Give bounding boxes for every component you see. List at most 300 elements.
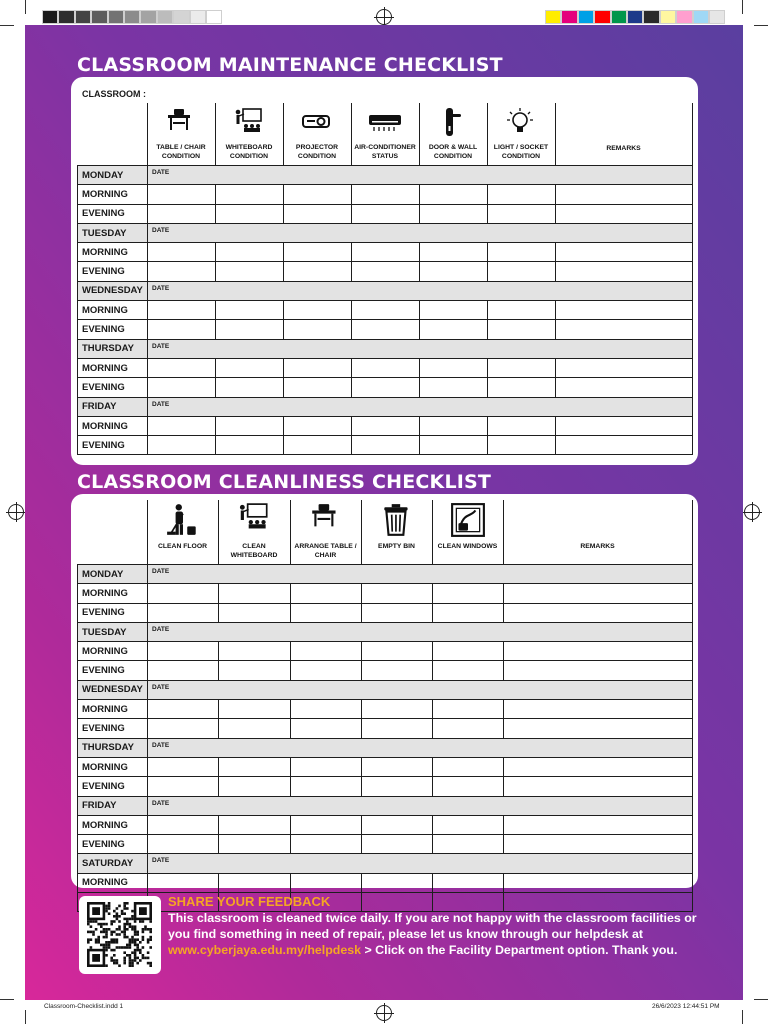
column-icon-wrapper: [164, 107, 198, 142]
slot-row: [78, 777, 693, 796]
slot-row: [78, 301, 693, 320]
column-divider: [692, 500, 693, 564]
checklist-cell[interactable]: [291, 719, 362, 738]
color-swatch: [594, 10, 610, 24]
checklist-cell[interactable]: [433, 835, 504, 854]
date-field[interactable]: DATE: [148, 796, 693, 815]
checklist-cell[interactable]: [488, 301, 556, 320]
checklist-cell[interactable]: [556, 416, 693, 435]
checklist-cell[interactable]: [504, 642, 693, 661]
checklist-cell[interactable]: [148, 185, 216, 204]
checklist-cell[interactable]: [433, 603, 504, 622]
checklist-cell[interactable]: [219, 815, 291, 834]
checklist-cell[interactable]: [284, 204, 352, 223]
column-icon-wrapper: [504, 107, 538, 142]
date-field[interactable]: DATE: [148, 854, 693, 873]
checklist-cell[interactable]: [352, 436, 420, 455]
checklist-cell[interactable]: [148, 642, 219, 661]
slot-label: MORNING: [78, 873, 148, 892]
checklist-cell[interactable]: [284, 301, 352, 320]
checklist-cell[interactable]: [488, 262, 556, 281]
checklist-cell[interactable]: [284, 262, 352, 281]
table-chair-icon: [308, 502, 344, 538]
column-icon-wrapper: [450, 502, 486, 543]
column-icon-wrapper: [300, 107, 334, 142]
checklist-cell[interactable]: [352, 204, 420, 223]
slot-label: EVENING: [78, 378, 148, 397]
checklist-cell[interactable]: [433, 777, 504, 796]
checklist-cell[interactable]: [219, 700, 291, 719]
checklist-cell[interactable]: [284, 320, 352, 339]
checklist-cell[interactable]: [433, 642, 504, 661]
slot-label: EVENING: [78, 719, 148, 738]
slot-row: [78, 603, 693, 622]
slot-row: [78, 719, 693, 738]
checklist-cell[interactable]: [488, 358, 556, 377]
checklist-cell[interactable]: [219, 603, 291, 622]
checklist-cell[interactable]: [219, 661, 291, 680]
slot-row: [78, 185, 693, 204]
slot-row: [78, 584, 693, 603]
checklist-cell[interactable]: [148, 204, 216, 223]
slot-label: MORNING: [78, 584, 148, 603]
column-header: EMPTY BIN: [378, 543, 415, 550]
column-divider: [692, 103, 693, 165]
air-conditioner-icon: [368, 107, 402, 137]
checklist-cell[interactable]: [556, 301, 693, 320]
column-divider: [419, 103, 420, 165]
process-color-bar: [545, 10, 725, 24]
color-swatch: [42, 10, 58, 24]
slot-label: MORNING: [78, 757, 148, 776]
qr-code-icon: [79, 896, 161, 974]
checklist-cell[interactable]: [352, 185, 420, 204]
checklist-cell[interactable]: [216, 185, 284, 204]
registration-mark: [8, 504, 24, 520]
column-header: AIR-CONDITIONER STATUS: [354, 144, 416, 160]
checklist-cell[interactable]: [216, 416, 284, 435]
checklist-cell[interactable]: [433, 584, 504, 603]
registration-mark: [376, 9, 392, 25]
checklist-cell[interactable]: [488, 416, 556, 435]
column-header: PROJECTOR CONDITION: [295, 144, 339, 160]
color-swatch: [140, 10, 156, 24]
checklist-cell[interactable]: [362, 873, 433, 892]
slot-label: MORNING: [78, 301, 148, 320]
color-swatch: [611, 10, 627, 24]
slot-row: [78, 204, 693, 223]
checklist-cell[interactable]: [556, 320, 693, 339]
column-divider: [555, 103, 556, 165]
column-icon-wrapper: [308, 502, 344, 543]
checklist-cell[interactable]: [284, 436, 352, 455]
slot-row: [78, 320, 693, 339]
checklist-cell[interactable]: [219, 777, 291, 796]
column-header: CLEAN WINDOWS: [437, 543, 498, 550]
slot-label: EVENING: [78, 661, 148, 680]
slot-label: MORNING: [78, 815, 148, 834]
column-divider: [215, 103, 216, 165]
checklist-cell[interactable]: [433, 893, 504, 912]
checklist-cell[interactable]: [219, 873, 291, 892]
checklist-cell[interactable]: [148, 873, 219, 892]
slot-label: EVENING: [78, 777, 148, 796]
checklist-cell[interactable]: [362, 642, 433, 661]
day-row: [78, 397, 693, 416]
date-field[interactable]: DATE: [148, 738, 693, 757]
day-label: TUESDAY: [78, 622, 148, 641]
checklist-cell[interactable]: [284, 243, 352, 262]
column-header: ARRANGE TABLE / CHAIR: [294, 543, 357, 559]
day-label: SATURDAY: [78, 854, 148, 873]
checklist-cell[interactable]: [556, 243, 693, 262]
column-divider: [487, 103, 488, 165]
column-divider: [351, 103, 352, 165]
checklist-cell[interactable]: [504, 893, 693, 912]
checklist-cell[interactable]: [420, 243, 488, 262]
crop-mark: [25, 1010, 26, 1024]
slot-row: [78, 262, 693, 281]
color-swatch: [108, 10, 124, 24]
checklist-cell[interactable]: [433, 719, 504, 738]
date-field[interactable]: DATE: [148, 339, 693, 358]
checklist-cell[interactable]: [488, 378, 556, 397]
maintenance-checklist-table: [77, 165, 693, 455]
day-label: FRIDAY: [78, 796, 148, 815]
date-field[interactable]: DATE: [148, 565, 693, 584]
checklist-cell[interactable]: [420, 436, 488, 455]
checklist-cell[interactable]: [148, 757, 219, 776]
checklist-cell[interactable]: [148, 436, 216, 455]
column-divider: [147, 500, 148, 564]
slot-row: [78, 378, 693, 397]
checklist-cell[interactable]: [488, 185, 556, 204]
column-icon-wrapper: [436, 107, 470, 142]
column-header: CLEAN WHITEBOARD: [230, 543, 278, 559]
checklist-cell[interactable]: [148, 661, 219, 680]
registration-mark: [376, 1005, 392, 1021]
checklist-cell[interactable]: [420, 358, 488, 377]
maintenance-checklist-title: CLASSROOM MAINTENANCE CHECKLIST: [77, 54, 503, 76]
slot-row: [78, 873, 693, 892]
slot-label: EVENING: [78, 436, 148, 455]
color-swatch: [190, 10, 206, 24]
checklist-cell[interactable]: [504, 835, 693, 854]
checklist-cell[interactable]: [291, 700, 362, 719]
slot-row: [78, 700, 693, 719]
checklist-cell[interactable]: [291, 584, 362, 603]
column-divider: [432, 500, 433, 564]
color-swatch: [157, 10, 173, 24]
checklist-cell[interactable]: [556, 436, 693, 455]
checklist-cell[interactable]: [488, 320, 556, 339]
checklist-cell[interactable]: [284, 358, 352, 377]
checklist-cell[interactable]: [148, 584, 219, 603]
day-label: MONDAY: [78, 565, 148, 584]
column-header: REMARKS: [606, 145, 641, 152]
checklist-cell[interactable]: [433, 700, 504, 719]
checklist-cell[interactable]: [420, 320, 488, 339]
day-label: THURSDAY: [78, 738, 148, 757]
checklist-cell[interactable]: [488, 204, 556, 223]
column-divider: [283, 103, 284, 165]
crop-mark: [742, 1010, 743, 1024]
checklist-cell[interactable]: [504, 719, 693, 738]
checklist-cell[interactable]: [219, 757, 291, 776]
checklist-cell[interactable]: [148, 358, 216, 377]
checklist-cell[interactable]: [362, 757, 433, 776]
color-swatch: [58, 10, 74, 24]
day-row: [78, 680, 693, 699]
checklist-cell[interactable]: [362, 603, 433, 622]
checklist-cell[interactable]: [291, 757, 362, 776]
date-field[interactable]: DATE: [148, 166, 693, 185]
slot-row: [78, 358, 693, 377]
checklist-cell[interactable]: [420, 301, 488, 320]
checklist-cell[interactable]: [556, 185, 693, 204]
checklist-cell[interactable]: [216, 436, 284, 455]
checklist-cell[interactable]: [352, 358, 420, 377]
checklist-cell[interactable]: [216, 320, 284, 339]
slot-label: EVENING: [78, 320, 148, 339]
checklist-cell[interactable]: [362, 661, 433, 680]
checklist-cell[interactable]: [362, 719, 433, 738]
checklist-cell[interactable]: [216, 262, 284, 281]
checklist-cell[interactable]: [352, 301, 420, 320]
checklist-cell[interactable]: [352, 262, 420, 281]
checklist-cell[interactable]: [504, 603, 693, 622]
table-chair-icon: [164, 107, 198, 137]
checklist-cell[interactable]: [216, 378, 284, 397]
checklist-cell[interactable]: [291, 642, 362, 661]
registration-mark: [744, 504, 760, 520]
column-divider: [361, 500, 362, 564]
whiteboard-icon: [236, 502, 272, 538]
checklist-cell[interactable]: [219, 584, 291, 603]
checklist-cell[interactable]: [488, 243, 556, 262]
checklist-cell[interactable]: [291, 873, 362, 892]
checklist-cell[interactable]: [216, 358, 284, 377]
color-swatch: [75, 10, 91, 24]
color-swatch: [545, 10, 561, 24]
checklist-cell[interactable]: [216, 243, 284, 262]
checklist-cell[interactable]: [362, 777, 433, 796]
checklist-cell[interactable]: [148, 416, 216, 435]
checklist-cell[interactable]: [420, 378, 488, 397]
day-row: [78, 565, 693, 584]
slot-row: [78, 416, 693, 435]
checklist-cell[interactable]: [362, 815, 433, 834]
checklist-cell[interactable]: [148, 835, 219, 854]
checklist-cell[interactable]: [504, 873, 693, 892]
checklist-cell[interactable]: [284, 185, 352, 204]
date-field[interactable]: DATE: [148, 680, 693, 699]
column-divider: [503, 500, 504, 564]
checklist-cell[interactable]: [504, 661, 693, 680]
checklist-cell[interactable]: [148, 243, 216, 262]
checklist-cell[interactable]: [504, 700, 693, 719]
slot-row: [78, 757, 693, 776]
checklist-cell[interactable]: [352, 416, 420, 435]
checklist-cell[interactable]: [433, 757, 504, 776]
color-swatch: [578, 10, 594, 24]
checklist-cell[interactable]: [433, 661, 504, 680]
column-header: TABLE / CHAIR CONDITION: [156, 144, 206, 160]
checklist-cell[interactable]: [148, 603, 219, 622]
color-swatch: [124, 10, 140, 24]
slot-label: MORNING: [78, 416, 148, 435]
footer-timestamp: 26/6/2023 12:44:51 PM: [652, 1003, 720, 1010]
color-swatch: [709, 10, 725, 24]
qr-code-frame: [79, 896, 161, 974]
cleanliness-checklist-title: CLASSROOM CLEANLINESS CHECKLIST: [77, 471, 492, 493]
day-row: [78, 796, 693, 815]
feedback-title: SHARE YOUR FEEDBACK: [168, 894, 331, 909]
checklist-cell[interactable]: [219, 719, 291, 738]
slot-row: [78, 815, 693, 834]
column-icon-wrapper: [165, 502, 201, 543]
checklist-cell[interactable]: [556, 378, 693, 397]
feedback-text-after: > Click on the Facility Department option. Thank you.: [361, 943, 678, 957]
color-swatch: [693, 10, 709, 24]
checklist-cell[interactable]: [504, 815, 693, 834]
checklist-cell[interactable]: [148, 777, 219, 796]
projector-icon: [300, 107, 334, 137]
column-divider: [290, 500, 291, 564]
checklist-cell[interactable]: [148, 262, 216, 281]
slot-label: EVENING: [78, 835, 148, 854]
checklist-cell[interactable]: [219, 835, 291, 854]
crop-mark: [754, 25, 768, 26]
checklist-cell[interactable]: [352, 378, 420, 397]
checklist-cell[interactable]: [291, 815, 362, 834]
checklist-cell[interactable]: [420, 204, 488, 223]
crop-mark: [0, 999, 14, 1000]
checklist-cell[interactable]: [362, 700, 433, 719]
whiteboard-icon: [232, 107, 266, 137]
checklist-cell[interactable]: [488, 436, 556, 455]
checklist-cell[interactable]: [148, 815, 219, 834]
slot-label: MORNING: [78, 243, 148, 262]
checklist-cell[interactable]: [420, 416, 488, 435]
column-header: LIGHT / SOCKET CONDITION: [493, 144, 549, 160]
cleanliness-checklist-table: [77, 564, 693, 912]
day-row: [78, 854, 693, 873]
grayscale-color-bar: [42, 10, 222, 24]
column-icon-wrapper: [236, 502, 272, 543]
day-label: FRIDAY: [78, 397, 148, 416]
column-icon-wrapper: [232, 107, 266, 142]
date-field[interactable]: DATE: [148, 397, 693, 416]
checklist-cell[interactable]: [216, 301, 284, 320]
slot-label: EVENING: [78, 204, 148, 223]
column-header: CLEAN FLOOR: [157, 543, 208, 550]
checklist-cell[interactable]: [148, 301, 216, 320]
slot-row: [78, 243, 693, 262]
slot-label: MORNING: [78, 185, 148, 204]
checklist-cell[interactable]: [556, 358, 693, 377]
checklist-cell[interactable]: [504, 584, 693, 603]
checklist-cell[interactable]: [556, 204, 693, 223]
checklist-cell[interactable]: [352, 320, 420, 339]
checklist-cell[interactable]: [284, 378, 352, 397]
checklist-cell[interactable]: [362, 893, 433, 912]
column-divider: [147, 103, 148, 165]
checklist-cell[interactable]: [219, 642, 291, 661]
column-icon-wrapper: [379, 502, 415, 543]
crop-mark: [754, 999, 768, 1000]
checklist-cell[interactable]: [284, 416, 352, 435]
color-swatch: [676, 10, 692, 24]
checklist-cell[interactable]: [433, 873, 504, 892]
checklist-cell[interactable]: [420, 262, 488, 281]
checklist-cell[interactable]: [504, 777, 693, 796]
slot-label: EVENING: [78, 262, 148, 281]
checklist-cell[interactable]: [362, 835, 433, 854]
crop-mark: [0, 25, 14, 26]
checklist-cell[interactable]: [291, 835, 362, 854]
checklist-cell[interactable]: [216, 204, 284, 223]
slot-row: [78, 661, 693, 680]
checklist-cell[interactable]: [556, 262, 693, 281]
column-header: REMARKS: [580, 543, 615, 550]
checklist-cell[interactable]: [352, 243, 420, 262]
day-label: TUESDAY: [78, 223, 148, 242]
slot-label: MORNING: [78, 700, 148, 719]
day-row: [78, 738, 693, 757]
color-swatch: [561, 10, 577, 24]
slot-label: EVENING: [78, 603, 148, 622]
checklist-cell[interactable]: [291, 603, 362, 622]
day-row: [78, 281, 693, 300]
classroom-label: CLASSROOM :: [82, 89, 146, 99]
color-swatch: [627, 10, 643, 24]
checklist-cell[interactable]: [433, 815, 504, 834]
checklist-cell[interactable]: [148, 719, 219, 738]
light-bulb-icon: [504, 107, 538, 137]
checklist-cell[interactable]: [291, 661, 362, 680]
window-cleaning-icon: [450, 502, 486, 538]
day-row: [78, 622, 693, 641]
date-field[interactable]: DATE: [148, 281, 693, 300]
checklist-cell[interactable]: [362, 584, 433, 603]
door-handle-icon: [436, 107, 470, 137]
footer-file-name: Classroom-Checklist.indd 1: [44, 1003, 124, 1010]
date-field[interactable]: DATE: [148, 622, 693, 641]
crop-mark: [742, 0, 743, 14]
checklist-cell[interactable]: [420, 185, 488, 204]
checklist-cell[interactable]: [148, 320, 216, 339]
checklist-cell[interactable]: [291, 777, 362, 796]
color-swatch: [643, 10, 659, 24]
checklist-cell[interactable]: [148, 700, 219, 719]
color-swatch: [660, 10, 676, 24]
checklist-cell[interactable]: [148, 378, 216, 397]
feedback-message: [168, 910, 708, 958]
day-label: WEDNESDAY: [78, 281, 148, 300]
helpdesk-link[interactable]: www.cyberjaya.edu.my/helpdesk: [168, 943, 362, 957]
column-icon-wrapper: [368, 107, 402, 142]
day-label: WEDNESDAY: [78, 680, 148, 699]
color-swatch: [206, 10, 222, 24]
column-header: WHITEBOARD CONDITION: [225, 144, 273, 160]
day-label: THURSDAY: [78, 339, 148, 358]
day-label: MONDAY: [78, 166, 148, 185]
date-field[interactable]: DATE: [148, 223, 693, 242]
checklist-cell[interactable]: [504, 757, 693, 776]
color-swatch: [173, 10, 189, 24]
cleaner-icon: [165, 502, 201, 538]
